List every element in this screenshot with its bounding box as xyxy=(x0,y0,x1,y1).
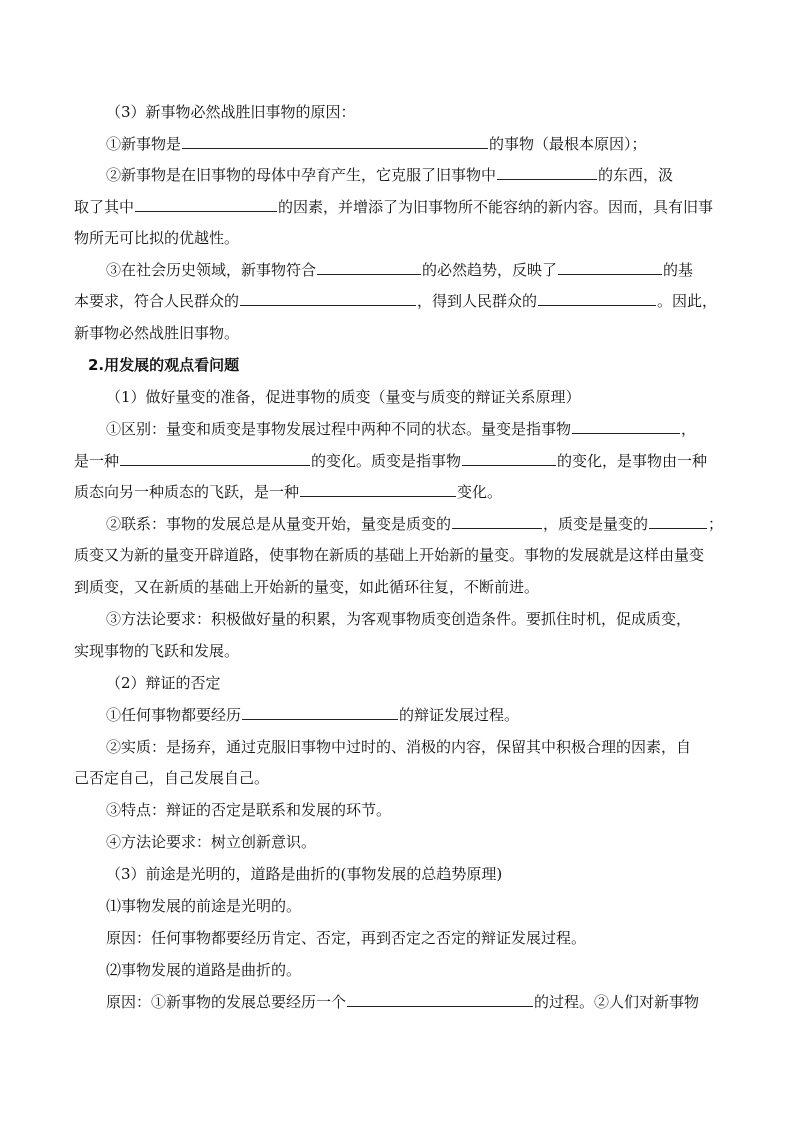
text: ②实质：是扬弃，通过克服旧事物中过时的、消极的内容，保留其中积极合理的因素，自 xyxy=(106,738,692,756)
text: 的因素，并增添了为旧事物所不能容纳的新内容。因而，具有旧事 xyxy=(278,198,714,216)
text: （1）做好量变的准备，促进事物的质变（量变与质变的辩证关系原理） xyxy=(106,388,581,406)
trend-reason-1 xyxy=(106,927,734,949)
text: ①区别：量变和质变是事物发展过程中两种不同的状态。量变是指事物 xyxy=(106,420,572,438)
text: 质态向另一种质态的飞跃，是一种 xyxy=(74,483,300,501)
fill-blank[interactable] xyxy=(572,418,680,434)
fill-blank[interactable] xyxy=(497,164,597,180)
reason-2-line1 xyxy=(106,164,734,186)
text: ⑵事物发展的道路是曲折的。 xyxy=(106,961,302,979)
fill-blank[interactable] xyxy=(558,259,662,275)
fill-blank[interactable] xyxy=(649,513,707,529)
reason-2-line2 xyxy=(74,196,734,218)
negation-point-2-line1 xyxy=(106,736,734,758)
text: 原因：任何事物都要经历肯定、否定，再到否定之否定的辩证发展过程。 xyxy=(106,929,587,947)
text: 本要求，符合人民群众的 xyxy=(74,292,240,310)
section-3-heading xyxy=(106,101,734,123)
text: 的变化。质变是指事物 xyxy=(311,452,462,470)
text: 取了其中 xyxy=(74,198,135,216)
text: 的事物（最根本原因）； xyxy=(489,135,647,153)
methodology-line1 xyxy=(106,608,734,630)
reason-2-line3 xyxy=(74,227,734,249)
text: ⑴事物发展的前途是光明的。 xyxy=(106,897,302,915)
text: 物所无可比拟的优越性。 xyxy=(74,229,240,247)
distinction-line3 xyxy=(74,481,734,503)
distinction-line1 xyxy=(106,418,734,440)
fill-blank[interactable] xyxy=(317,259,421,275)
text: ②新事物是在旧事物的母体中孕育产生，它克服了旧事物中 xyxy=(106,166,497,184)
connection-line1 xyxy=(106,513,734,535)
connection-line2 xyxy=(74,544,734,566)
text: ③在社会历史领域，新事物符合 xyxy=(106,261,317,279)
trend-point-1 xyxy=(106,895,734,917)
text: 实现事物的飞跃和发展。 xyxy=(74,642,240,660)
text: ①新事物是 xyxy=(106,135,182,153)
text: （2）辩证的否定 xyxy=(106,674,221,692)
reason-3-line3 xyxy=(74,322,734,344)
fill-blank[interactable] xyxy=(462,450,556,466)
fill-blank[interactable] xyxy=(538,290,656,306)
fill-blank[interactable] xyxy=(135,196,277,212)
fill-blank[interactable] xyxy=(347,991,533,1007)
text: 质变又为新的量变开辟道路，使事物在新质的基础上开始新的量变。事物的发展就是这样由量变 xyxy=(74,546,705,564)
text: ①任何事物都要经历 xyxy=(106,706,242,724)
text: 新事物必然战胜旧事物。 xyxy=(74,324,240,342)
fill-blank[interactable] xyxy=(240,290,416,306)
negation-point-3 xyxy=(106,799,734,821)
reason-3-line2 xyxy=(74,290,734,312)
negation-point-1 xyxy=(106,704,734,726)
trend-reason-2 xyxy=(106,991,734,1013)
fill-blank[interactable] xyxy=(452,513,542,529)
text: ③方法论要求：积极做好量的积累，为客观事物质变创造条件。要抓住时机，促成质变， xyxy=(106,610,692,628)
text: 变化。 xyxy=(457,483,503,501)
text: ，质变是量变的 xyxy=(543,515,649,533)
text: （3）前途是光明的，道路是曲折的(事物发展的总趋势原理) xyxy=(106,865,503,883)
text: 原因：①新事物的发展总要经历一个 xyxy=(106,993,347,1011)
text: 己否定自己，自己发展自己。 xyxy=(74,769,270,787)
fill-blank[interactable] xyxy=(300,481,456,497)
text: ，得到人民群众的 xyxy=(417,292,538,310)
subsection-3-heading xyxy=(106,863,734,885)
text: 。因此， xyxy=(657,292,718,310)
section-2-heading xyxy=(88,354,748,376)
trend-point-2 xyxy=(106,959,734,981)
text: 2.用发展的观点看问题 xyxy=(88,356,240,374)
text: ④方法论要求：树立创新意识。 xyxy=(106,833,317,851)
text: ； xyxy=(708,515,724,533)
text: 的变化，是事物由一种 xyxy=(557,452,708,470)
subsection-1-heading xyxy=(106,386,734,408)
text: 的必然趋势，反映了 xyxy=(422,261,558,279)
fill-blank[interactable] xyxy=(182,133,488,149)
fill-blank[interactable] xyxy=(242,704,398,720)
text: ②联系：事物的发展总是从量变开始，量变是质变的 xyxy=(106,515,452,533)
text: 是一种 xyxy=(74,452,120,470)
text: 的基 xyxy=(663,261,694,279)
text: 的过程。②人们对新事物 xyxy=(534,993,700,1011)
text: ③特点：辩证的否定是联系和发展的环节。 xyxy=(106,801,392,819)
reason-3-line1 xyxy=(106,259,734,281)
subsection-2-heading xyxy=(106,672,734,694)
distinction-line2 xyxy=(74,450,734,472)
text: （3）新事物必然战胜旧事物的原因： xyxy=(106,103,356,121)
text: 的辩证发展过程。 xyxy=(399,706,520,724)
text: 到质变，又在新质的基础上开始新的量变，如此循环往复，不断前进。 xyxy=(74,578,540,596)
reason-1 xyxy=(106,133,734,155)
negation-point-4 xyxy=(106,831,734,853)
connection-line3 xyxy=(74,576,734,598)
text: 的东西，汲 xyxy=(598,166,674,184)
fill-blank[interactable] xyxy=(120,450,310,466)
negation-point-2-line2 xyxy=(74,767,734,789)
methodology-line2 xyxy=(74,640,734,662)
text: ， xyxy=(681,420,697,438)
